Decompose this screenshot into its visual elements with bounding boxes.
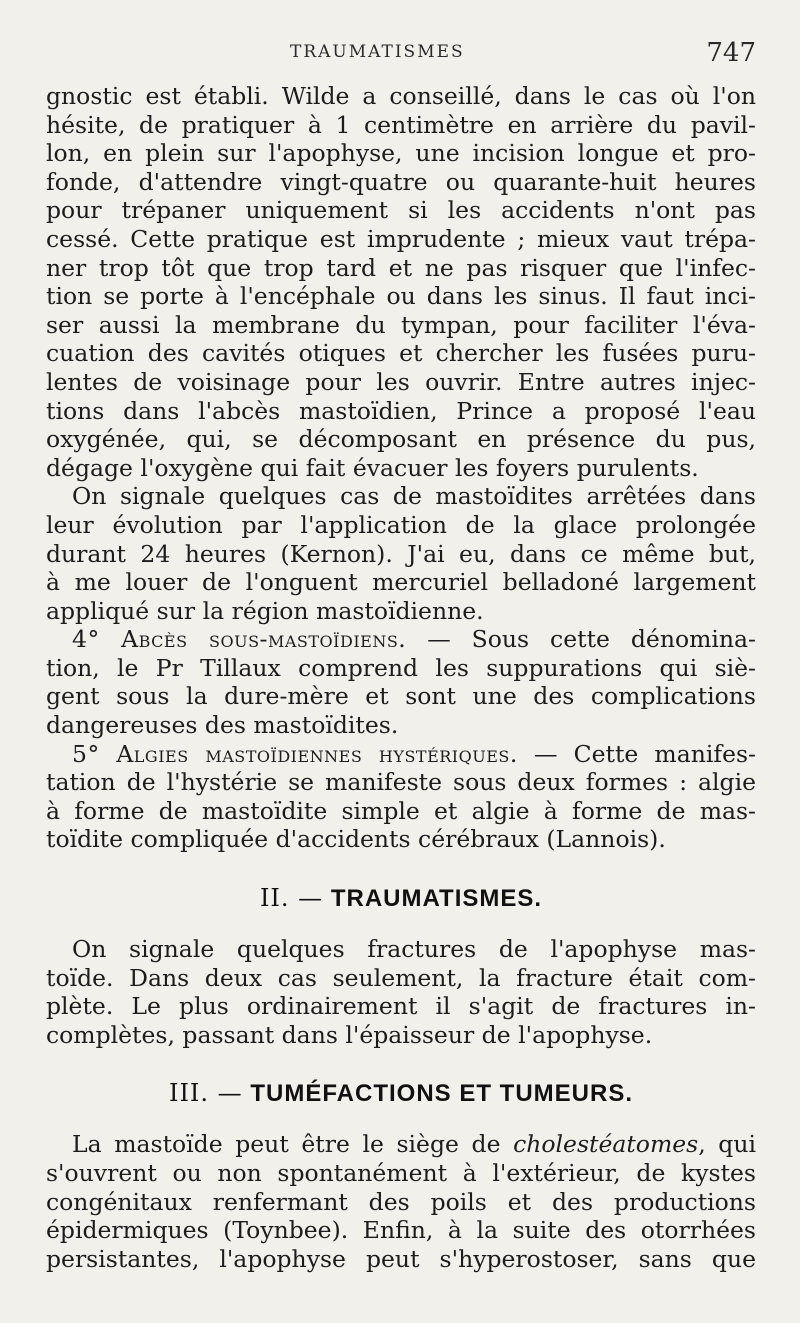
- text-line: oxygénée, qui, se décomposant en présence du pus,: [46, 425, 756, 454]
- text-line: s'ouvrent ou non spontanément à l'extérieur, de kystes: [46, 1159, 756, 1187]
- subsection-lead: 5° Algies mastoïdiennes hystériques.: [72, 739, 518, 768]
- paragraph-submastoid-abscess: [46, 625, 756, 739]
- text-line: toïde. Dans deux cas seulement, la fracture était com-: [46, 963, 756, 992]
- text-line: durant 24 heures (Kernon). J'ai eu, dans ce même but,: [46, 539, 756, 568]
- text-line: appliqué sur la région mastoïdienne.: [46, 596, 484, 625]
- text-run: La mastoïde peut être le siège de: [72, 1130, 514, 1159]
- text-line: complètes, passant dans l'épaisseur de l'apophyse.: [46, 1020, 653, 1049]
- paragraph-fractures: [46, 935, 756, 1049]
- text-line: toïdite compliquée d'accidents cérébraux (Lannois).: [46, 825, 666, 854]
- text-line: congénitaux renfermant des poils et des productions: [46, 1187, 756, 1216]
- text-line: tation de l'hystérie se manifeste sous deux formes : algie: [46, 768, 756, 797]
- paragraph-hysterical-algia: [46, 740, 756, 854]
- running-title: TRAUMATISMES: [290, 42, 465, 62]
- text-line: On signale quelques cas de mastoïdites arrêtées dans: [72, 482, 756, 511]
- section-title: TRAUMATISMES.: [330, 885, 543, 913]
- paragraph-mastoiditis-treatment: [46, 82, 756, 482]
- text-run: , qui: [698, 1130, 756, 1159]
- text-line: gnostic est établi. Wilde a conseillé, dans le cas où l'on: [46, 82, 756, 110]
- text-line: [46, 1130, 756, 1159]
- text-line: tions dans l'abcès mastoïdien, Prince a proposé l'eau: [46, 396, 756, 425]
- text-line: plète. Le plus ordinairement il s'agit de fractures in-: [46, 992, 756, 1021]
- page-header: [0, 38, 800, 68]
- paragraph-cholesteatomes: [46, 1130, 756, 1273]
- text-line: fonde, d'attendre vingt-quatre ou quarante-huit heures: [46, 167, 756, 196]
- paragraph-ice-treatment: [46, 482, 756, 625]
- text-line: [46, 625, 756, 654]
- text-line: épidermiques (Toynbee). Enfin, à la suite des otorrhées: [46, 1216, 756, 1245]
- text-line: persistantes, l'apophyse peut s'hyperostoser, sans que: [46, 1244, 756, 1273]
- text-run: — Cette manifes-: [517, 739, 756, 768]
- page-number: 747: [706, 38, 756, 68]
- text-line: dégage l'oxygène qui fait évacuer les foyers purulents.: [46, 453, 699, 482]
- text-run: — Sous cette dénomina-: [406, 625, 756, 654]
- section-heading-traumatismes: [46, 884, 756, 913]
- text-line: leur évolution par l'application de la glace prolongée: [46, 510, 756, 539]
- section-heading-tumefactions: [46, 1079, 756, 1108]
- text-line: ner trop tôt que trop tard et ne pas risquer que l'infec-: [46, 253, 756, 282]
- text-line: On signale quelques fractures de l'apophyse mas-: [72, 935, 756, 964]
- section-number: III. —: [168, 1079, 243, 1108]
- text-line: à me louer de l'onguent mercuriel belladoné largement: [46, 568, 756, 597]
- text-line: gent sous la dure-mère et sont une des complications: [46, 682, 756, 711]
- italic-term: cholestéatomes: [513, 1130, 699, 1159]
- text-line: cessé. Cette pratique est imprudente ; mieux vaut trépa-: [46, 224, 756, 253]
- subsection-lead: 4° Abcès sous-mastoïdiens.: [72, 625, 407, 654]
- text-line: lon, en plein sur l'apophyse, une incision longue et pro-: [46, 139, 756, 168]
- page-body: [46, 82, 756, 1273]
- text-line: pour trépaner uniquement si les accidents n'ont pas: [46, 196, 756, 225]
- text-line: cuation des cavités otiques et chercher les fusées puru-: [46, 339, 756, 368]
- text-line: dangereuses des mastoïdites.: [46, 711, 399, 740]
- text-line: tion se porte à l'encéphale ou dans les sinus. Il faut inci-: [46, 282, 756, 311]
- text-line: à forme de mastoïdite simple et algie à forme de mas-: [46, 796, 756, 825]
- section-number: II. —: [259, 884, 324, 913]
- text-line: tion, le Pr Tillaux comprend les suppurations qui siè-: [46, 653, 756, 682]
- text-line: [46, 740, 756, 769]
- text-line: ser aussi la membrane du tympan, pour faciliter l'éva-: [46, 310, 756, 339]
- text-line: lentes de voisinage pour les ouvrir. Entre autres injec-: [46, 367, 756, 396]
- text-line: hésite, de pratiquer à 1 centimètre en arrière du pavil-: [46, 110, 756, 139]
- section-title: TUMÉFACTIONS ET TUMEURS.: [250, 1080, 634, 1108]
